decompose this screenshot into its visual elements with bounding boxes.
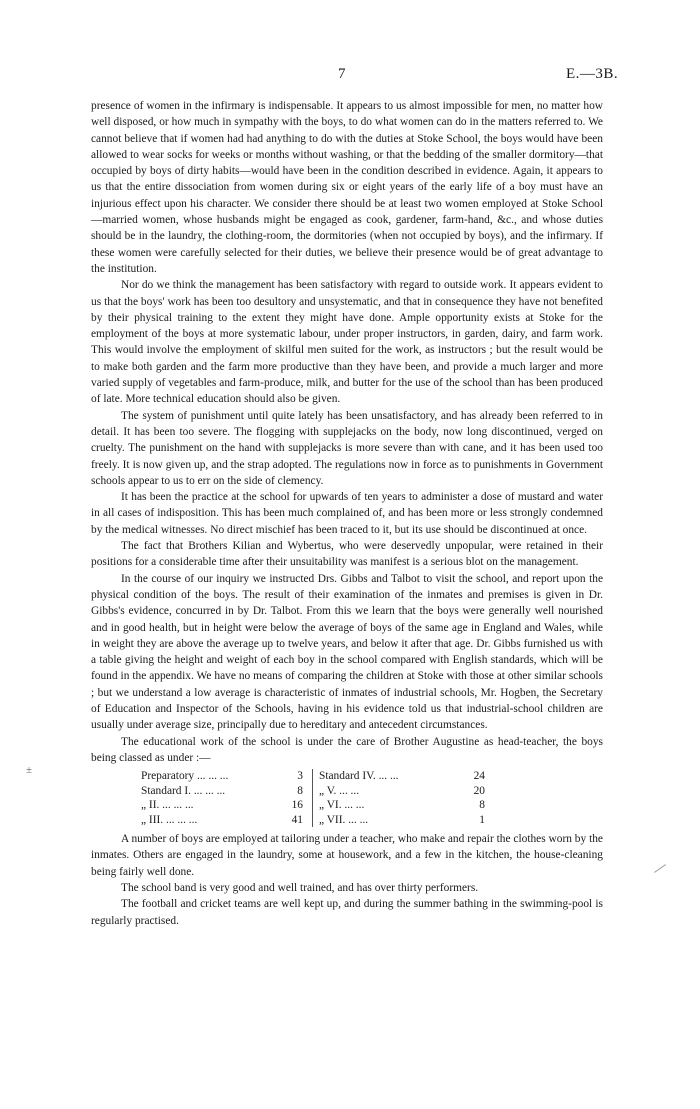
table-row — [141, 784, 485, 799]
paragraph-physical-condition: In the course of our inquiry we instructed Drs. Gibbs and Talbot to visit the school, and report upon the physical condition of the boys. The result of their examination of the inmates and premises is given in Dr. Gibbs's evidence, concurred in by Dr. Talbot. From this we learn that the boys were generally well nourished and in good health, but in height were below the average of boys of the same age in England and Wales, while in weight they are above the average up to twelve years, and below it after that age. Dr. Gibbs furnished us with a table giving the height and weight of each boy in the school compared with English standards, which will be found in the appendix. We have no means of comparing the children at Stoke with those at other similar schools ; but we understand a low average is characteristic of inmates of industrial schools, Mr. Hogben, the Secretary of Education and Inspector of the Schools, having in his evidence told us that industrial-school children are usually under average size, principally due to hereditary and antecedent circumstances. — [91, 572, 603, 732]
standard-label: „ III. ... ... ... — [141, 813, 198, 826]
paragraph-brothers: The fact that Brothers Kilian and Wybertus, who were deservedly unpopular, were retained in their positions for a considerable time after their unsuitability was manifest is a serious blot on the management. — [91, 540, 603, 569]
paragraph-women-infirmary: presence of women in the infirmary is indispensable. It appears to us almost impossible for men, no matter how well disposed, or how much in sympathy with the boys, to do what women can do in the matters referred to. We cannot believe that if women had had anything to do with the duties at Stoke School, the boys would have been allowed to wear socks for weeks or months without washing, or that the bedding of the smaller dormitory—that occupied by boys of dirty habits—would have been in the condition described in evidence. Again, it appears to us that the entire dissociation from women during six or eight years of the early life of a boy must have an injurious effect upon his character. We consider there should be at least two women employed at Stoke School—married women, whose husbands might be engaged as cook, gardener, farm-hand, &c., and whose duties should be in the laundry, the clothing-room, the dormitories (when not occupied by boys), and the infirmary. If these women were carefully selected for their duties, we believe their presence would be of great advantage to the institution. — [91, 100, 603, 275]
paragraph-outside-work: Nor do we think the management has been satisfactory with regard to outside work. It appears evident to us that the boys' work has been too desultory and unsystematic, and that in consequence they have not benefited by their physical training to the extent they might have done. Ample opportunity exists at Stoke for the employment of the boys at more systematic labour, under proper instructors, in garden, dairy, and farm work. This would involve the employment of skilful men suited for the work, as instructors ; but the result would be to make both garden and the farm more productive than they have been, and provide a much larger and more varied supply of vegetables and farm-produce, milk, and butter for the use of the school than has been produced of late. More technical education should also be given. — [91, 279, 603, 406]
paragraph-tailoring: A number of boys are employed at tailoring under a teacher, who make and repair the clothes worn by the inmates. Others are engaged in the laundry, some at housework, and a few in the kitchen, the house-cleaning being fairly well done. — [91, 833, 603, 878]
standard-count: 8 — [297, 784, 303, 797]
margin-mark: ± — [26, 764, 33, 776]
standard-count: 24 — [473, 770, 485, 783]
standard-label: Preparatory ... ... ... — [141, 770, 229, 783]
standard-label: „ VI. ... ... — [319, 799, 365, 812]
paragraph-sports: The football and cricket teams are well kept up, and during the summer bathing in the swimming-pool is regularly practised. — [91, 898, 603, 927]
standard-label: Standard I. ... ... ... — [141, 784, 226, 797]
standard-count: 8 — [479, 799, 485, 812]
standard-label: Standard IV. ... ... — [319, 770, 399, 783]
margin-pencil-stroke — [654, 864, 666, 873]
standard-label: „ VII. ... ... — [319, 813, 369, 826]
standard-count: 16 — [291, 799, 303, 812]
standard-label: „ V. ... ... — [319, 784, 360, 797]
body-text — [91, 98, 603, 929]
page-number: 7 — [338, 66, 346, 82]
table-row — [141, 813, 485, 828]
standard-count: 3 — [297, 770, 303, 783]
standard-count: 1 — [479, 813, 485, 826]
paragraph-punishment: The system of punishment until quite lately has been unsatisfactory, and has already been referred to in detail. It has been too severe. The flogging with supplejacks on the body, now long discontinued, verged on cruelty. The punishment on the hand with supplejacks is more severe than with cane, and it has been used too freely. It is now given up, and the strap adopted. The regulations now in force as to punishments in Government schools appear to us to err on the side of clemency. — [91, 409, 603, 487]
paragraph-educational-work: The educational work of the school is under the care of Brother Augustine as head-teacher, the boys being classed as under :— — [91, 735, 603, 764]
paragraph-mustard: It has been the practice at the school for upwards of ten years to administer a dose of mustard and water in all cases of indisposition. This has been much complained of, and has been more or less strongly condemned by the medical witnesses. No direct mischief has been traced to it, but its use should be discontinued at once. — [91, 491, 603, 536]
standard-count: 20 — [473, 784, 485, 797]
standard-count: 41 — [291, 813, 303, 826]
table-row — [141, 798, 485, 813]
table-row — [141, 769, 485, 784]
document-reference: E.—3B. — [566, 66, 619, 82]
standards-table — [141, 769, 485, 827]
standard-label: „ II. ... ... ... — [141, 799, 194, 812]
paragraph-school-band: The school band is very good and well trained, and has over thirty performers. — [121, 882, 479, 895]
